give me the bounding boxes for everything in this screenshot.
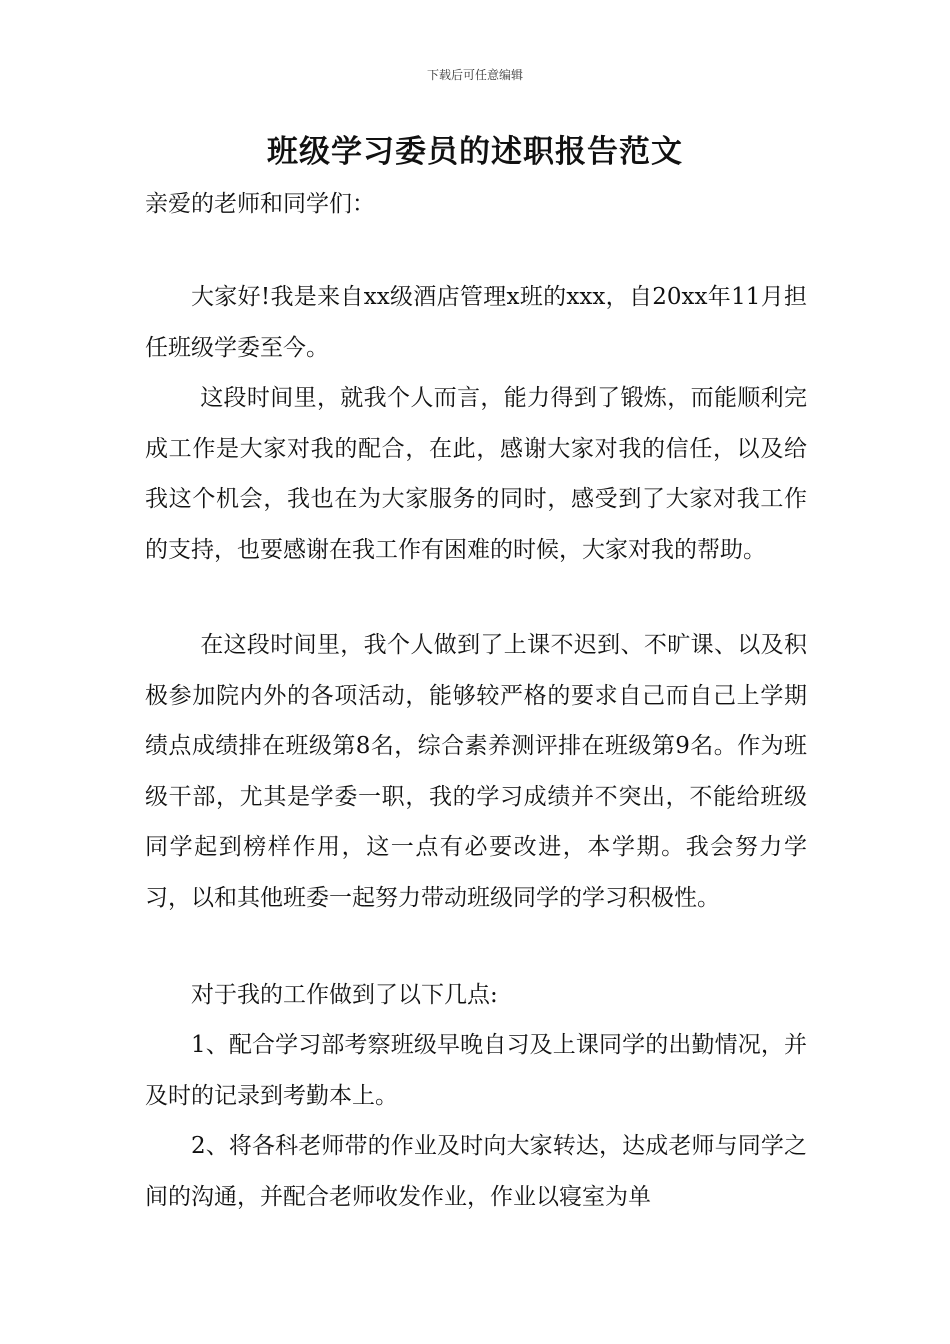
paragraph-2: 这段时间里，就我个人而言，能力得到了锻炼，而能顺利完成工作是大家对我的配合，在此，感谢大家对我的信任，以及给我这个机会，我也在为大家服务的同时，感受到了大家对我工作的支持，也要感谢在我工作有困难的时候，大家对我的帮助。: [145, 385, 807, 563]
paragraph-1: 大家好!我是来自xx级酒店管理x班的xxx，自20xx年11月担任班级学委至今。: [145, 284, 807, 361]
header-note: 下载后可任意编辑: [426, 68, 523, 82]
list-item-2: 2、将各科老师带的作业及时向大家转达，达成老师与同学之间的沟通，并配合老师收发作业，作业以寝室为单: [145, 1133, 807, 1210]
paragraph-3: 在这段时间里，我个人做到了上课不迟到、不旷课、以及积极参加院内外的各项活动，能够较严格的要求自己而自己上学期绩点成绩排在班级第8名，综合素养测评排在班级第9名。作为班级干部，尤其是学委一职，我的学习成绩并不突出，不能给班级同学起到榜样作用，这一点有必要改进，本学期。我会努力学习，以和其他班委一起努力带动班级同学的学习积极性。: [145, 632, 807, 911]
salutation: 亲爱的老师和同学们：: [145, 191, 375, 217]
paragraph-4: 对于我的工作做到了以下几点:: [191, 982, 498, 1008]
document-title: 班级学习委员的述职报告范文: [267, 134, 683, 170]
list-item-1: 1、配合学习部考察班级早晚自习及上课同学的出勤情况，并及时的记录到考勤本上。: [145, 1032, 807, 1109]
